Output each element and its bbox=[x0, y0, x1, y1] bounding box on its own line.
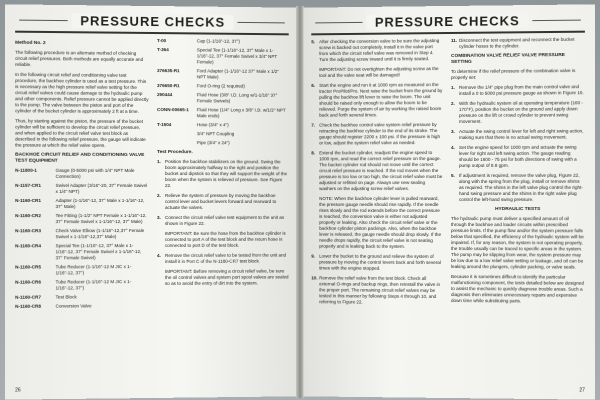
part-number: N-1160-CR2 bbox=[15, 213, 41, 219]
part-description: Ford O-ring (2 required) bbox=[196, 83, 245, 89]
step-number: 10. bbox=[311, 275, 318, 281]
step-number: 6. bbox=[311, 82, 316, 88]
equipment-item bbox=[15, 228, 149, 240]
part-description: Gauge (0-5000 psi with 1/4" NPT Male Connection) bbox=[55, 167, 135, 179]
intro-paragraph: In the following circuit relief and conditioning valve test procedure, the backhoe cylinder is used as a test pressure. This is necessary as the high pressure relief valve setting for the circuit relief valves could cause damage to the hydraulic pump and other components. Relief pressure cannot be applied directly to the pump. The valve between the piston and port of the cylinder of the bucket cylinder is approximately 2 ft at a time. bbox=[15, 71, 149, 114]
step-number: 2. bbox=[156, 193, 161, 199]
equipment-item bbox=[157, 107, 289, 120]
procedure-step bbox=[311, 66, 443, 79]
combo-steps-list bbox=[451, 84, 585, 203]
hydraulic-heading: HYDRAULIC TESTS bbox=[495, 207, 541, 213]
step-text: Position the backhoe stabilizers on the ground. Swing the boom approximately halfway to the right and position the bucket and dipstick so that they will support the weight of the boom when the system is relieved of pressure. See Figure 22. bbox=[164, 159, 288, 189]
step-text: Check the backhoe control valve system relief pressure by retracting the backhoe cylinder to the end of its stroke. The gauge should register 2200 ± 100 psi. If the pressure is high or low, adjust the system relief valve as needed. bbox=[319, 122, 441, 146]
part-description: Fluid Hose (3/8" I.D. Long w/1-1/16" 37° Female Swivels) bbox=[196, 92, 278, 104]
equipment-item bbox=[157, 38, 289, 45]
procedure-step bbox=[451, 145, 585, 169]
equipment-item bbox=[157, 140, 289, 146]
step-text: With the hydraulic system oil at operating temperature (160 - 170°F), position the bucket on the ground and apply down pressure on the lift or crowd cylinder to prevent swing movement. bbox=[458, 100, 583, 124]
part-number: N-1160-CR8 bbox=[15, 303, 41, 309]
procedure-step bbox=[157, 268, 289, 287]
part-description: Check Valve Elbow (1-1/16"-12,37° Female Swivel x 1-1/16"-12,37° Male) bbox=[55, 228, 145, 240]
part-number: N-11800-1 bbox=[15, 167, 37, 173]
step-text: Disconnect the test equipment and reconnect the bucket cylinder hoses to the cylinder. bbox=[458, 36, 575, 49]
procedure-step-list bbox=[451, 37, 585, 50]
step-number: 4. bbox=[450, 144, 455, 150]
equipment-item bbox=[15, 183, 149, 195]
page-title: PRESSURE CHECKS bbox=[367, 13, 528, 30]
hydraulic-paragraph: The hydraulic pump must deliver a specified amount of oil through the backhoe and loader circuits within prescribed pressure limits. If the pump flow and/or the system pressure falls below that specified, the efficiency of the hydraulic system will be impaired. If, for any reason, the system is not operating properly, the trouble usually can be traced to specific areas in the system. The pump may be slipping from wear, the system pressure may be low due to a low relief valve setting or leakage, and oil can be leaking around the plungers, cylinder packing, or valve seals. bbox=[450, 216, 584, 270]
page-number: 27 bbox=[579, 387, 585, 394]
procedure-step bbox=[157, 193, 289, 211]
right-page bbox=[303, 4, 595, 399]
test-steps-list bbox=[157, 159, 289, 287]
step-text: IMPORTANT: Before removing a circuit relief valve, be sure the oil control valves and system port spool valves are sealed so as to avoid the entry of dirt into the system. bbox=[164, 268, 289, 286]
page-title: PRESSURE CHECKS bbox=[72, 13, 233, 30]
equipment-item bbox=[157, 47, 289, 66]
part-number: N-1160-CR3 bbox=[15, 228, 41, 234]
equipment-item bbox=[15, 213, 149, 225]
equipment-item bbox=[157, 131, 289, 137]
procedure-step bbox=[451, 173, 585, 203]
procedure-step bbox=[451, 84, 585, 97]
step-number: 3. bbox=[156, 214, 161, 220]
procedure-step bbox=[451, 37, 585, 50]
part-description: Conversion Valve bbox=[55, 303, 92, 309]
left-page bbox=[5, 4, 297, 399]
equipment-item bbox=[15, 243, 149, 261]
step-text: Extend the bucket cylinder, readjust the engine speed to 1000 rpm, and read the correct relief pressure on the gauge. The bucket cylinder rod should not move until the correct circuit relief pressure is reached. If the rod moves when the pressure is too low or too high, the circuit relief valve must be adjusted or refitted on page. Always use new sealing washers on the adjusting screw relief valves. bbox=[319, 150, 443, 192]
part-number: N-1160-CR6 bbox=[15, 279, 41, 285]
step-text: Relieve the system of pressure by moving the backhoe control lever and bucket levers forward and rearward to actuate the valves. bbox=[164, 193, 277, 210]
equipment-item bbox=[15, 264, 149, 277]
equipment-item bbox=[15, 198, 149, 210]
right-page-columns bbox=[311, 37, 585, 311]
part-number: 290444 bbox=[156, 92, 173, 98]
step-text: IMPORTANT: Be sure the hose from the backhoe cylinder is connected to port A of the test block and the return hose is connected to port D of the test block. bbox=[164, 230, 286, 248]
part-number bbox=[157, 140, 197, 146]
part-description: Fluid Hose (1/4" Long x 3/8" I.D. w/1/2" NPT Male ends) bbox=[196, 107, 286, 119]
intro-paragraph: Thus, by starting against the piston, the pressure of the bucket cylinder will be sufficient to develop the circuit relief pressure, and when applied to the circuit relief valve test block as described in the following relief pressure, the gauge will indicate the pressure at which the relief valve opens. bbox=[15, 118, 146, 148]
part-number: CONN-00665-1 bbox=[156, 107, 189, 113]
step-number: 3. bbox=[450, 128, 455, 134]
procedure-step bbox=[451, 100, 585, 125]
step-text: Set the engine speed for 1000 rpm and actuate the swing lever for right and left swing action. The gauge reading should be 1600 - 75 psi for both directions of swing with a pump output of 8.8 gpm. bbox=[458, 144, 577, 168]
procedure-step bbox=[311, 82, 443, 119]
step-number: 4. bbox=[156, 252, 161, 258]
equipment-item bbox=[15, 294, 149, 301]
step-number bbox=[157, 269, 165, 287]
part-description: Tee Fitting (1-1/2" NPT Female x 1-1/16"-12, 37° Female Swivel x 1-1/16"-12, 37° Male) bbox=[55, 213, 147, 225]
step-text: Connect the circuit relief valve test equipment to the unit as shown in Figure 22. bbox=[164, 214, 285, 226]
step-number: 1. bbox=[450, 84, 455, 90]
part-description: Swivel Adapter (3/16"-20, 37° Female Swivel x 1/4" NPT) bbox=[55, 182, 148, 194]
left-column-2 bbox=[157, 38, 289, 312]
left-page-header bbox=[15, 8, 289, 35]
header-rule-left bbox=[19, 19, 68, 21]
procedure-step bbox=[311, 275, 443, 306]
step-number: 2. bbox=[450, 100, 455, 106]
step-text: Remove the 1/4" pipe plug from the main control valve and install a 0 to 5000 psi pressure gauge as shown in Figure 16. bbox=[458, 84, 584, 96]
step-number: 5. bbox=[311, 39, 316, 45]
intro-paragraph: The following procedure is an alternate method of checking circuit relief pressures. Both methods are equally accurate and reliable. bbox=[15, 49, 144, 68]
equipment-item bbox=[157, 68, 289, 81]
equipment-item bbox=[157, 83, 289, 90]
step-text: Actuate the swing control lever for left and right swing action, making sure that there is no actual swing movement. bbox=[458, 128, 584, 140]
procedure-step bbox=[157, 253, 289, 265]
equipment-item bbox=[157, 122, 289, 129]
right-column-2 bbox=[451, 37, 585, 311]
part-number: N-1160-CR4 bbox=[15, 243, 41, 249]
procedure-steps-list bbox=[311, 38, 443, 306]
hydraulic-paragraph: Because it is sometimes difficult to identify the particular malfunctioning component, the tests detailed below are designed to assist the mechanic to quickly diagnose trouble areas. Such a diagnosis then eliminates unnecessary repairs and expensive down time while substituting parts. bbox=[450, 274, 584, 304]
part-description: Special Tee (1-1/16"-12, 37° Male x 1-1/16"-12, 37° Female Swivel x 1-1/16"-12, 37° Female Swivel) bbox=[55, 243, 142, 261]
test-procedure-heading: Test Procedure. bbox=[156, 150, 193, 156]
step-number: 1. bbox=[156, 159, 161, 165]
part-number: T-1504 bbox=[156, 122, 172, 128]
part-number: 376650-R1 bbox=[156, 83, 180, 89]
procedure-step bbox=[311, 254, 443, 272]
method-label: Method No. 2 bbox=[15, 40, 46, 47]
equipment-item bbox=[15, 279, 149, 292]
step-text: IMPORTANT: Do not overtighten the adjusting screw as the tool and the valve seat will be damaged! bbox=[319, 66, 439, 78]
equipment-heading: BACKHOE CIRCUIT RELIEF AND CONDITIONING VALVE TEST EQUIPMENT bbox=[15, 152, 145, 164]
left-column-1 bbox=[15, 37, 149, 313]
part-description: Hose (3/4" x 4") bbox=[196, 122, 229, 128]
part-description: Cap (1-1/16"-12, 37°) bbox=[196, 38, 240, 44]
part-number: N-1160-CR7 bbox=[15, 294, 41, 300]
step-text: Remove the circuit relief valve to be tested from the unit and install it in Port C of the N-1160-CR7 test block. bbox=[164, 252, 287, 264]
part-description: Tube Reducer (1-1/16"-12 M JIC x 1-1/16"-12, 37°) bbox=[55, 279, 132, 291]
step-number bbox=[311, 67, 319, 79]
procedure-step bbox=[311, 38, 443, 63]
equipment-item bbox=[15, 303, 149, 310]
part-description: 3/4" NPT Coupling bbox=[196, 131, 235, 137]
left-page-columns bbox=[15, 37, 289, 313]
step-text: NOTE: When the backhoe cylinder lever is pulled rearward, the pressure gauge needle should rise rapidly. If the needle rises slowly and the rod extends before the correct pressure is reached, the conversion valve is either not adjusted properly or leaking. Also check the circuit relief valve or the backhoe cylinder piston packings. Also, when the backhoe lever is released, the gauge needle should drop slowly. If the needle drops rapidly, the circuit relief valve is not seating properly and is leaking back to the system. bbox=[319, 196, 442, 249]
procedure-step bbox=[451, 128, 585, 141]
step-number: 5. bbox=[450, 172, 455, 178]
step-text: Remove the relief valve from the test block. Check all external O-rings and backup rings, then reinstall the valve in the proper port. The remaining circuit relief valves may be tested in this manner by following Steps 4 through 10, and referring to Figure 22. bbox=[319, 275, 441, 305]
combo-heading: COMBINATION VALVE RELIEF VALVE PRESSURE SETTING bbox=[450, 52, 565, 65]
right-page-header bbox=[311, 8, 585, 35]
step-text: Start the engine and run it at 1000 rpm as measured on the tractor ProPilot/Pro. Next raise the bucket from the ground by pulling the backhoe lift lever to raise the boom. The unit should be raised only enough to allow the boom to be relieved. Purge the system of air by working the raised boom back and forth several times. bbox=[319, 82, 443, 118]
procedure-step bbox=[157, 215, 289, 227]
page-number: 26 bbox=[15, 387, 21, 394]
header-rule-right bbox=[532, 19, 581, 21]
part-number: 376635-R1 bbox=[156, 68, 180, 74]
part-number: T-364 bbox=[156, 47, 169, 53]
step-text: Lower the bucket to the ground and relieve the system of pressure by moving the control levers back and forth several times with the engine stopped. bbox=[319, 253, 441, 271]
part-description: Pipe (3/4" x 24") bbox=[196, 140, 230, 146]
equipment-list bbox=[15, 168, 149, 310]
equipment-item bbox=[157, 92, 289, 105]
part-number bbox=[157, 131, 197, 137]
part-description: Special Tee (1-1/16"-12, 37° Male x 1-1/16"-12, 37° Female Swivel x 3/4" NPT Female) bbox=[196, 47, 278, 65]
procedure-step bbox=[311, 150, 443, 192]
step-number: 7. bbox=[311, 122, 316, 128]
procedure-step bbox=[311, 196, 443, 250]
right-column-1 bbox=[311, 38, 443, 310]
equipment-item bbox=[15, 168, 149, 180]
step-number: 8. bbox=[311, 150, 316, 156]
part-description: Tube Reducer (1-1/16"-12 M JIC x 1-1/16"-12, 37°) bbox=[55, 264, 132, 276]
combo-intro: To determine if the relief pressure of the combination valve is properly set: bbox=[450, 68, 576, 80]
part-number: T-00 bbox=[156, 38, 167, 44]
procedure-step bbox=[157, 231, 289, 249]
part-number: N-1160-CR5 bbox=[15, 264, 41, 270]
part-number: N-1160-CR1 bbox=[15, 197, 41, 204]
step-number: 9. bbox=[311, 253, 316, 259]
header-rule-right bbox=[237, 21, 285, 22]
part-number: N-1157-CR1 bbox=[15, 182, 41, 188]
procedure-step bbox=[311, 122, 443, 146]
part-description: Adapter (1-1/16"-12, 37° Male x 1-1/16"-12, 37° Male) bbox=[55, 197, 145, 210]
equipment-list-continued bbox=[157, 38, 289, 146]
step-number bbox=[311, 196, 319, 250]
step-text: If adjustment is required, remove the valve plug, Figure 22, along with the spring from the plug, install or remove shims as required. The shims in the left valve plug control the right-hand swing pressure and the shims in the right valve plug control the left-hand swing pressure. bbox=[458, 172, 583, 202]
procedure-step bbox=[157, 159, 289, 189]
part-description: Ford Adapter (1-1/16"-12 37° Male x 1/2" NPT Male) bbox=[196, 68, 279, 80]
step-number bbox=[157, 231, 165, 249]
part-description: Test Block bbox=[55, 294, 77, 300]
step-number: 11. bbox=[450, 37, 458, 43]
step-text: After checking the conversion valve to be sure the adjusting screw is backed out completely, install it in the valve port from which the circuit relief valve was removed in Step 4. Turn the adjusting screw inward until it is firmly seated. bbox=[319, 38, 440, 63]
header-rule-left bbox=[315, 21, 363, 22]
